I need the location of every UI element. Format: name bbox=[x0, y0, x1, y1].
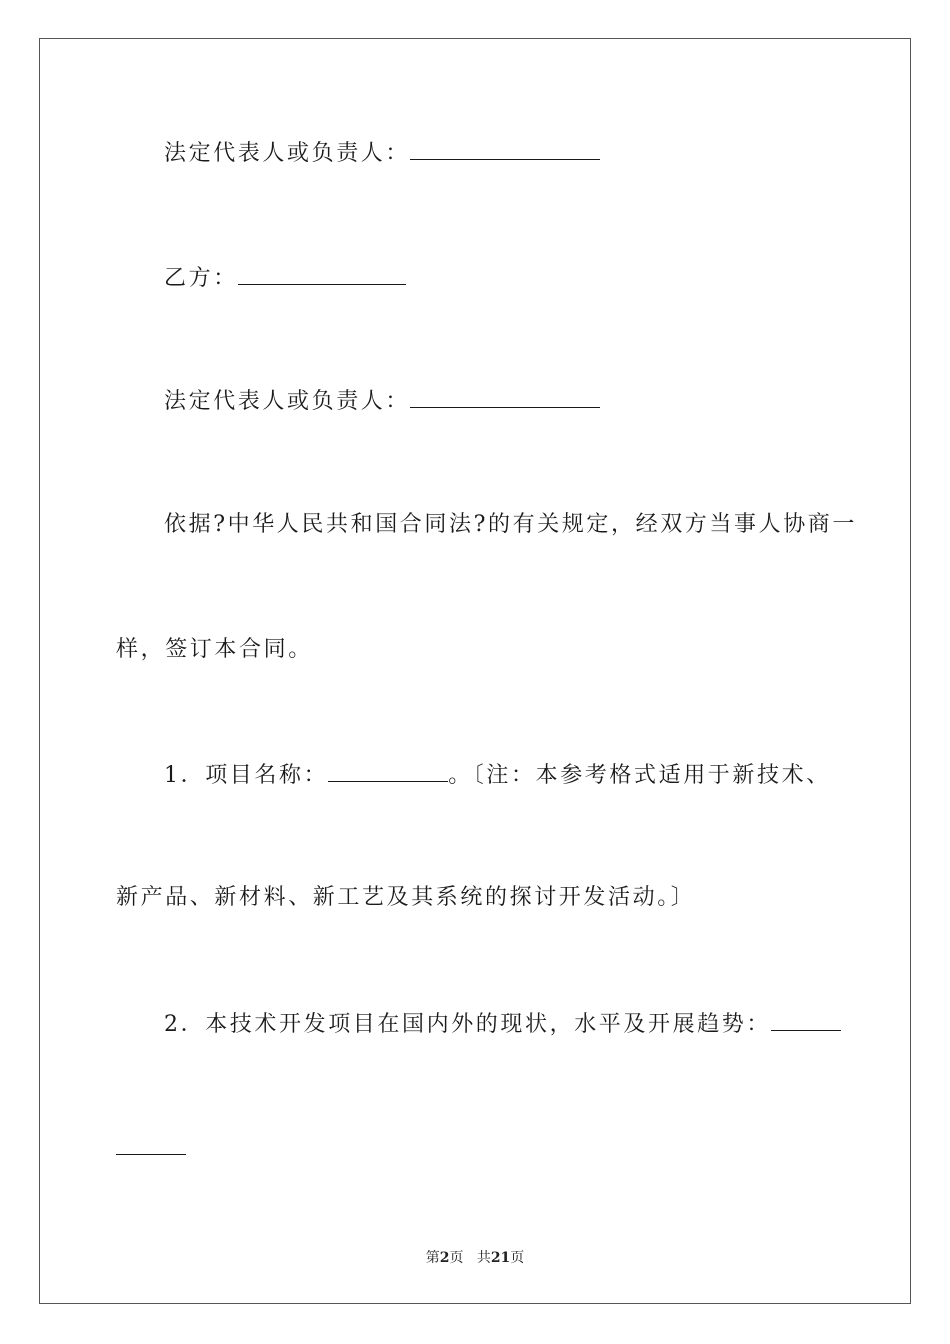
item-1-line-2: 新产品、新材料、新工艺及其系统的探讨开发活动。〕 bbox=[116, 885, 696, 910]
footer-page-number: 2 bbox=[439, 1250, 450, 1266]
item-2-line-1 bbox=[164, 1010, 841, 1038]
party-b-line bbox=[164, 264, 406, 292]
item-1-line-1 bbox=[164, 761, 831, 789]
legal-rep-line-2 bbox=[164, 387, 600, 415]
footer-page-suffix: 页 bbox=[449, 1250, 464, 1266]
legal-rep-line-1 bbox=[164, 139, 600, 167]
status-blank-2[interactable] bbox=[116, 1134, 186, 1155]
page-footer bbox=[0, 1249, 950, 1267]
legal-rep-blank-2[interactable] bbox=[410, 387, 600, 408]
paragraph-basis-line-1: 依据?中华人民共和国合同法?的有关规定，经双方当事人协商一 bbox=[164, 512, 857, 537]
footer-total-suffix: 页 bbox=[510, 1250, 525, 1266]
footer-prefix: 第 bbox=[425, 1250, 440, 1266]
footer-total-prefix: 共 bbox=[476, 1250, 491, 1266]
legal-rep-label-2: 法定代表人或负责人： bbox=[164, 389, 411, 414]
item-2-line-2 bbox=[116, 1134, 186, 1162]
footer-total-pages: 21 bbox=[490, 1250, 511, 1266]
item-2-label: 2．本技术开发项目在国内外的现状，水平及开展趋势： bbox=[164, 1012, 771, 1037]
project-name-blank[interactable] bbox=[328, 761, 448, 782]
status-blank-1[interactable] bbox=[771, 1010, 841, 1031]
legal-rep-label-1: 法定代表人或负责人： bbox=[164, 141, 411, 166]
paragraph-basis-line-2: 样，签订本合同。 bbox=[116, 637, 313, 662]
item-1-note: 。〔注：本参考格式适用于新技术、 bbox=[448, 763, 831, 788]
item-1-label: 1．项目名称： bbox=[164, 763, 329, 788]
party-b-blank[interactable] bbox=[238, 264, 406, 285]
legal-rep-blank-1[interactable] bbox=[410, 139, 600, 160]
party-b-label: 乙方： bbox=[164, 266, 238, 291]
page-frame bbox=[39, 38, 911, 1304]
